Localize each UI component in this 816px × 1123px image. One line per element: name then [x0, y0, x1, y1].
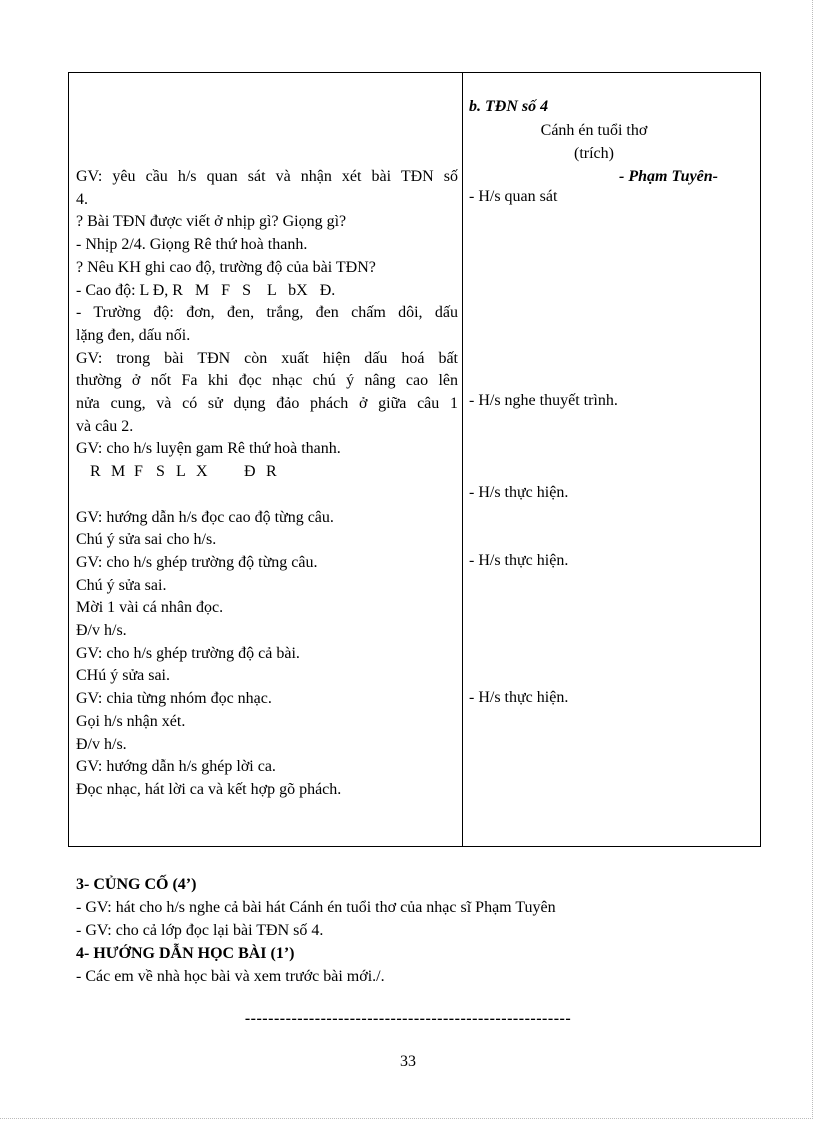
scale-note: R	[266, 463, 277, 481]
scale-note: Đ	[244, 463, 256, 481]
teacher-line: Đọc nhạc, hát lời ca và kết hợp gõ phách.	[76, 780, 342, 798]
teacher-line: Chú ý sửa sai cho h/s.	[76, 531, 217, 549]
scale-note: S	[156, 463, 165, 481]
teacher-line: Mời 1 vài cá nhân đọc.	[76, 599, 224, 617]
teacher-line: ? Nêu KH ghi cao độ, trường độ của bài TĐN?	[76, 258, 376, 276]
teacher-line: ? Bài TĐN được viết ở nhịp gì? Giọng gì?	[76, 213, 347, 231]
teacher-line: và câu 2.	[76, 417, 134, 435]
teacher-line: GV: trong bài TĐN còn xuất hiện dấu hoá bất	[76, 349, 458, 367]
student-activity: - H/s thực hiện.	[469, 484, 569, 501]
teacher-line: 4.	[76, 190, 88, 208]
scale-note: R	[90, 463, 101, 481]
section-title: b. TĐN số 4	[469, 98, 549, 115]
scale-note: L	[176, 463, 186, 481]
teacher-line: thường ở nốt Fa khi đọc nhạc chú ý nâng cao lên	[76, 372, 458, 390]
teacher-line: GV: yêu cầu h/s quan sát và nhận xét bài TĐN số	[76, 168, 458, 185]
lesson-table	[68, 72, 761, 847]
song-note: (trích)	[574, 145, 614, 162]
song-title: Cánh én tuổi thơ	[540, 122, 648, 139]
teacher-line: GV: hướng dẫn h/s ghép lời ca.	[76, 758, 276, 776]
scale-note: M	[111, 463, 126, 481]
consolidation-heading: 3- CỦNG CỐ (4’)	[76, 876, 197, 893]
teacher-line: Đ/v h/s.	[76, 622, 127, 640]
student-activities-column	[469, 95, 754, 706]
scale-notes	[76, 461, 458, 484]
blank-line	[76, 484, 458, 507]
dashed-divider: --------------------------------------------------------	[244, 1010, 572, 1027]
teacher-line: GV: cho h/s ghép trường độ cả bài.	[76, 644, 300, 662]
teacher-line: - Nhịp 2/4. Giọng Rê thứ hoà thanh.	[76, 236, 308, 254]
teacher-line: - Cao độ: L Đ, R M F S L bX Đ.	[76, 281, 336, 299]
teacher-line: Gọi h/s nhận xét.	[76, 712, 186, 730]
song-author: - Phạm Tuyên-	[619, 168, 718, 185]
student-activity: - H/s thực hiện.	[469, 689, 569, 706]
teacher-line: GV: cho h/s ghép trường độ từng câu.	[76, 553, 318, 571]
teacher-line: Đ/v h/s.	[76, 735, 127, 753]
teacher-line: nửa cung, và có sử dụng đảo phách ở giữa câu 1	[76, 395, 458, 413]
teacher-line: lặng đen, dấu nối.	[76, 326, 191, 344]
page-number: 33	[400, 1053, 416, 1070]
teacher-activities-column	[76, 166, 458, 802]
teacher-line: GV: hướng dẫn h/s đọc cao độ từng câu.	[76, 508, 334, 526]
teacher-line: CHú ý sửa sai.	[76, 667, 170, 685]
consolidation-line: - GV: hát cho h/s nghe cả bài hát Cánh én tuổi thơ của nhạc sĩ Phạm Tuyên	[76, 899, 556, 916]
scale-note: X	[196, 463, 208, 481]
student-activity: - H/s thực hiện.	[469, 552, 569, 569]
teacher-line: Chú ý sửa sai.	[76, 576, 167, 594]
consolidation-line: - GV: cho cả lớp đọc lại bài TĐN số 4.	[76, 922, 324, 939]
student-activity: - H/s nghe thuyết trình.	[469, 392, 618, 409]
teacher-line: GV: cho h/s luyện gam Rê thứ hoà thanh.	[76, 440, 341, 458]
lesson-wrapup	[76, 873, 556, 988]
teacher-line: GV: chia từng nhóm đọc nhạc.	[76, 690, 272, 708]
homework-line: - Các em về nhà học bài và xem trước bài mới./.	[76, 968, 385, 985]
scale-note: F	[134, 463, 143, 481]
column-divider	[462, 73, 463, 846]
student-activity: - H/s quan sát	[469, 188, 558, 205]
homework-heading: 4- HƯỚNG DẪN HỌC BÀI (1’)	[76, 945, 295, 962]
teacher-line: - Trường độ: đơn, đen, trắng, đen chấm dôi, dấu	[76, 304, 458, 322]
